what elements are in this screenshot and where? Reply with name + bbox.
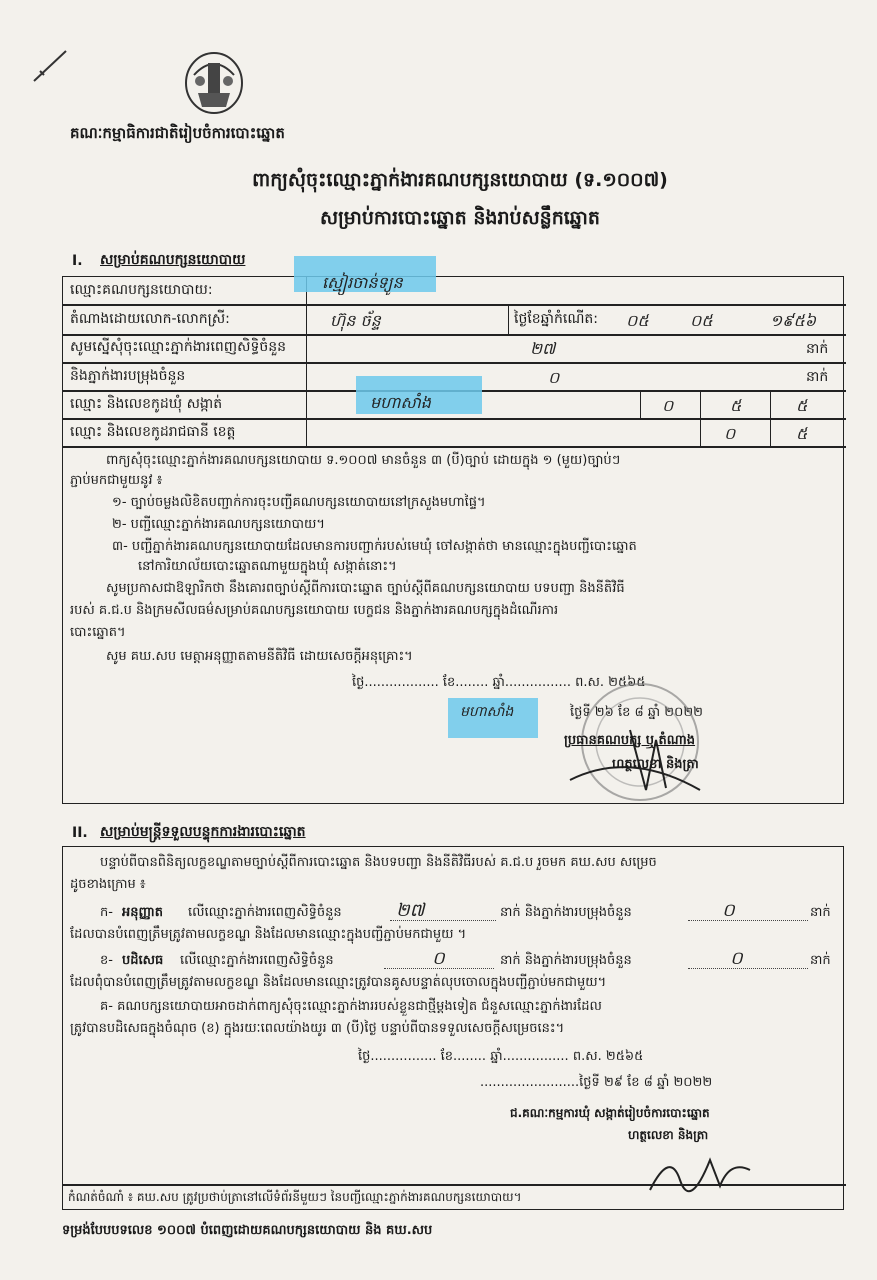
approve-label: អនុញ្ញាត (122, 905, 164, 920)
province-code-digit: ៥ (796, 424, 808, 443)
date-place: មហាសាំង (460, 704, 514, 720)
unit-label: នាក់ (806, 341, 829, 357)
row-divider (62, 362, 846, 364)
reserve-value: ០ (548, 368, 560, 387)
body-line: បោះឆ្នោត។ (70, 625, 126, 640)
reject-reserve-dots (688, 968, 808, 969)
section2-heading: សម្រាប់មន្ត្រីទទួលបន្ទុកការងារបោះឆ្នោត (100, 824, 306, 840)
representative-value: ហ៊ុន ច័ន្ទ (330, 311, 381, 330)
dob-year: ១៩៥៦ (770, 311, 817, 330)
row-divider (62, 418, 846, 420)
body-line: ពាក្យសុំចុះឈ្មោះភ្នាក់ងារគណបក្សនយោបាយ ទ.១០០៧ មានចំនួន ៣ (បី)ច្បាប់ ដោយក្នុង ១ (មួយ)ច្បាប់ៗ (106, 453, 621, 468)
reject-label: បដិសេធ (122, 953, 164, 968)
decision-date-lunar: ថ្ងៃ................ ខែ........ ឆ្នាំ................ ព.ស. ២៥៦៥ (358, 1049, 644, 1064)
reject-unit: នាក់ (810, 953, 831, 968)
reject-reserve-value: ០ (730, 948, 743, 969)
commune-code-digit: ៥ (796, 396, 808, 415)
resubmit-note: ត្រូវបានបដិសេធក្នុងចំណុច (ខ) ក្នុងរយៈពេលយ៉ាងយូរ ៣ (បី)ថ្ងៃ បន្ទាប់ពីបានទទួលសេចក្តីសម្រេចនេះ។ (70, 1021, 565, 1036)
national-emblem-icon (180, 45, 248, 117)
body-line: ១- ច្បាប់ចម្លងលិខិតបញ្ជាក់ការចុះបញ្ជីគណបក្សនយោបាយនៅក្រសួងមហាផ្ទៃ។ (112, 495, 486, 510)
signer-title: ប្រធានគណបក្ស ឬ តំណាង (564, 733, 696, 748)
approve-reserve-dots (688, 920, 808, 921)
decision-intro: ដូចខាងក្រោម ៖ (70, 877, 146, 892)
reject-text: លើឈ្មោះភ្នាក់ងារពេញសិទ្ធិចំនួន (180, 953, 334, 968)
form-subtitle: សម្រាប់ការបោះឆ្នោត និងរាប់សន្លឹកឆ្នោត (320, 207, 600, 229)
col-divider (508, 304, 509, 334)
approve-text2: នាក់ និងភ្នាក់ងារបម្រុងចំនួន (500, 905, 632, 920)
request-value: ២៧ (530, 339, 556, 358)
body-line: នៅការិយាល័យបោះឆ្នោតណាមួយក្នុងឃុំ សង្កាត់នោះ។ (138, 559, 397, 574)
commune-code-digit: ០ (662, 396, 674, 415)
reject-text2: នាក់ និងភ្នាក់ងារបម្រុងចំនួន (500, 953, 632, 968)
body-line: សូមប្រកាសជាឱឡារិកថា នឹងគោរពច្បាប់ស្តីពីការបោះឆ្នោត ច្បាប់ស្តីពីគណបក្សនយោបាយ បទបញ្ជា និងនីតិវិធី (106, 581, 625, 596)
signature-icon (640, 1140, 760, 1200)
approve-prefix: ក- (100, 905, 113, 920)
reject-line2: ដែលពុំបានបំពេញត្រឹមត្រូវតាមលក្ខខណ្ឌ និងដែលមានឈ្មោះត្រូវបានគូសបន្ទាត់លុបចោលក្នុងបញ្ជីភ្ជាប់មកជាមួយ។ (70, 975, 607, 990)
representative-label: តំណាងដោយលោក-លោកស្រី: (70, 311, 230, 327)
signer-seal-label: ហត្ថលេខា និងត្រា (612, 757, 699, 772)
col-divider (640, 390, 641, 418)
form-bottom-note: ទម្រង់បែបបទលេខ ១០០៧ បំពេញដោយគណបក្សនយោបាយ និង គឃ.សប (62, 1223, 433, 1238)
committee-signer: ជ.គណៈកម្មការឃុំ សង្កាត់រៀបចំការបោះឆ្នោត (510, 1106, 710, 1120)
reject-prefix: ខ- (100, 953, 113, 968)
province-label: ឈ្មោះ និងលេខកូដរាជធានី ខេត្ត (70, 424, 236, 440)
commune-code-digit: ៥ (730, 396, 742, 415)
body-line: ៣- បញ្ជីភ្នាក់ងារគណបក្សនយោបាយដែលមានការបញ្ជាក់របស់មេឃុំ ចៅសង្កាត់ថា មានឈ្មោះក្នុងបញ្ជីបោះឆ្នោត (112, 539, 637, 554)
party-name-label: ឈ្មោះគណបក្សនយោបាយ: (70, 282, 213, 298)
body-line: ភ្ជាប់មកជាមួយនូវ ៖ (70, 473, 163, 488)
section1-heading: សម្រាប់គណបក្សនយោបាយ (100, 252, 246, 268)
dob-label: ថ្ងៃខែឆ្នាំកំណើត: (514, 311, 599, 327)
footnote-divider (62, 1184, 846, 1186)
province-code-digit: ០ (724, 424, 736, 443)
date-line-lunar: ថ្ងៃ.................. ខែ........ ឆ្នាំ................ ព.ស. ២៥៦៥ (352, 675, 646, 690)
decision-intro: បន្ទាប់ពីបានពិនិត្យលក្ខខណ្ឌតាមច្បាប់ស្តីពីការបោះឆ្នោត និងបទបញ្ជា និងនីតិវិធីរបស់ គ.ជ.ប រួចមក គឃ.សប សម្រេច (100, 855, 657, 870)
commune-value: មហាសាំង (370, 393, 431, 412)
decision-date-solar: ........................ថ្ងៃទី ២៩ ខែ ៨ ឆ្នាំ ២០២២ (480, 1075, 713, 1090)
row-divider (62, 334, 846, 336)
dob-month: ០៥ (690, 311, 713, 330)
body-line: របស់ គ.ជ.ប និងក្រមសីលធម៌សម្រាប់គណបក្សនយោបាយ បេក្ខជន និងភ្នាក់ងារគណបក្សក្នុងដំណើរការ (70, 603, 559, 618)
approve-reserve-value: ០ (722, 900, 735, 921)
corner-mark-icon (30, 45, 70, 85)
committee-seal-label: ហត្ថលេខា និងត្រា (628, 1128, 709, 1142)
section2-number: II. (72, 825, 88, 841)
col-divider (306, 276, 307, 446)
dob-day: ០៥ (626, 311, 649, 330)
committee-name: គណៈកម្មាធិការជាតិរៀបចំការបោះឆ្នោត (70, 124, 285, 142)
row-divider (62, 304, 846, 306)
resubmit-note: គ- គណបក្សនយោបាយអាចដាក់ពាក្យសុំចុះឈ្មោះភ្នាក់ងាររបស់ខ្លួនជាថ្មីម្តងទៀត ជំនួសឈ្មោះភ្នាក់ងារដែល (100, 999, 602, 1014)
body-line: សូម គឃ.សប មេត្តាអនុញ្ញាតតាមនីតិវិធី ដោយសេចក្តីអនុគ្រោះ។ (106, 649, 413, 664)
party-name-value: ស្មៀរចាន់ទ្យូន (322, 273, 403, 292)
commune-label: ឈ្មោះ និងលេខកូដឃុំ សង្កាត់ (70, 396, 223, 412)
approve-line2: ដែលបានបំពេញត្រឹមត្រូវតាមលក្ខខណ្ឌ និងដែលមានឈ្មោះក្នុងបញ្ជីភ្ជាប់មកជាមួយ ។ (70, 927, 467, 942)
body-line: ២- បញ្ជីឈ្មោះភ្នាក់ងារគណបក្សនយោបាយ។ (112, 517, 325, 532)
footnote: កំណត់ចំណាំ ៖ គឃ.សប ត្រូវប្រថាប់ត្រានៅលើទំព័រនីមួយៗ នៃបញ្ជីឈ្មោះភ្នាក់ងារគណបក្សនយោបាយ។ (68, 1190, 522, 1204)
reserve-label: និងភ្នាក់ងារបម្រុងចំនួន (70, 368, 186, 384)
col-divider (770, 390, 771, 446)
request-label: សូមស្នើសុំចុះឈ្មោះភ្នាក់ងារពេញសិទ្ធិចំនួន (70, 339, 287, 355)
approve-value: ២៧ (396, 900, 425, 921)
col-divider (700, 390, 701, 446)
form-title: ពាក្យសុំចុះឈ្មោះភ្នាក់ងារគណបក្សនយោបាយ (ទ.១០០៧) (252, 169, 668, 191)
date-line-solar: ថ្ងៃទី ២៦ ខែ ៨ ឆ្នាំ ២០២២ (570, 705, 704, 720)
reject-value: ០ (432, 948, 445, 969)
section1-number: I. (72, 253, 83, 269)
approve-unit: នាក់ (810, 905, 831, 920)
approve-text: លើឈ្មោះភ្នាក់ងារពេញសិទ្ធិចំនួន (188, 905, 342, 920)
unit-label: នាក់ (806, 369, 829, 385)
